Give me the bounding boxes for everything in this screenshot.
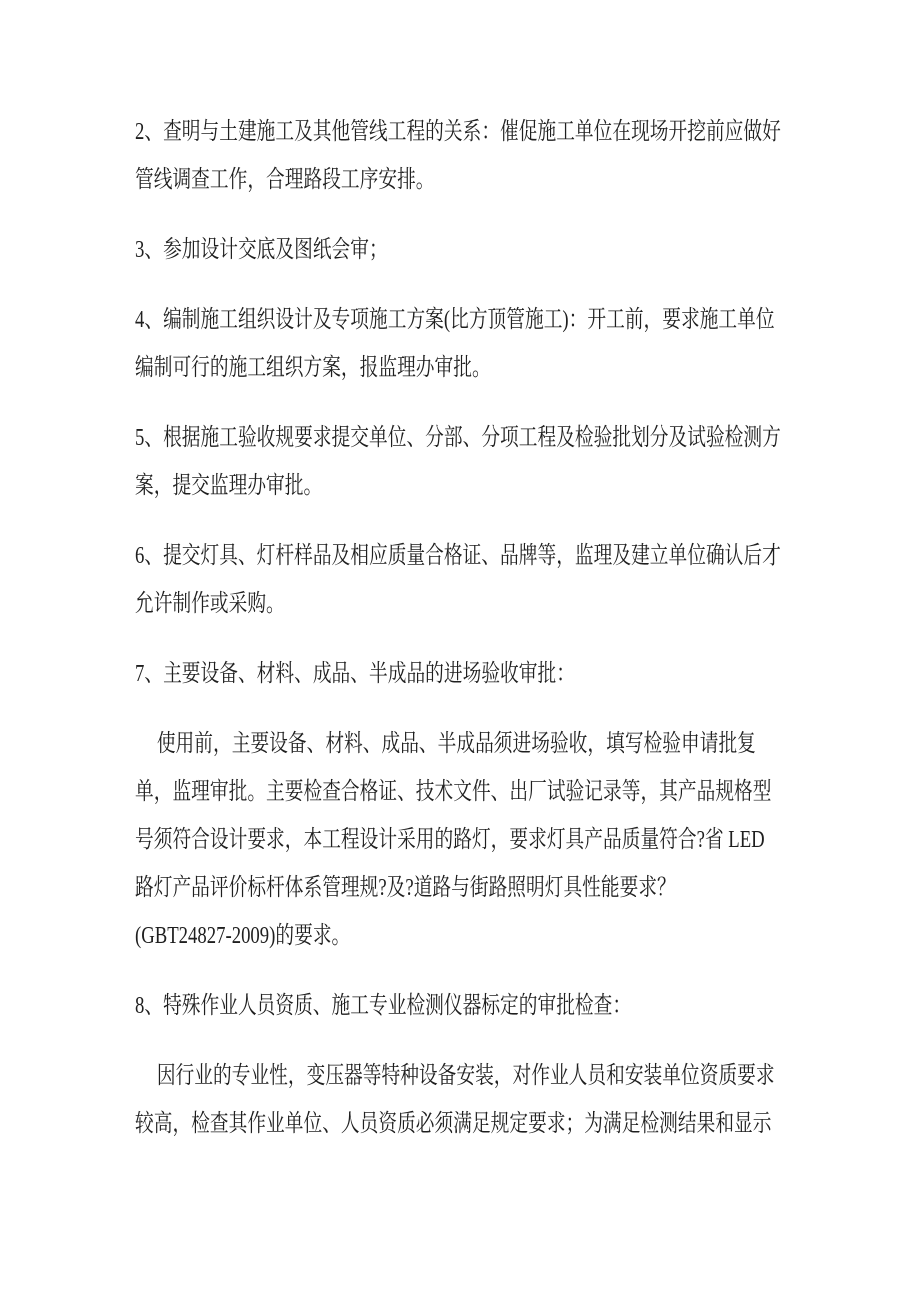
- paragraph-line: 2、查明与土建施工及其他管线工程的关系：催促施工单位在现场开挖前应做好: [135, 119, 781, 145]
- paragraph-line: 7、主要设备、材料、成品、半成品的进场验收审批：: [135, 661, 575, 687]
- paragraph-5: [135, 414, 807, 510]
- paragraph-line: (GBT24827-2009)的要求。: [135, 923, 351, 949]
- paragraph-line: 路灯产品评价标杆体系管理规?及?道路与街路照明灯具性能要求？: [135, 875, 676, 901]
- paragraph-line: 使用前，主要设备、材料、成品、半成品须进场验收，填写检验申请批复: [156, 731, 756, 757]
- paragraph-line: 5、根据施工验收规要求提交单位、分部、分项工程及检验批划分及试验检测方: [135, 425, 781, 451]
- paragraph-7-body: [135, 720, 807, 960]
- paragraph-2: [135, 108, 807, 204]
- paragraph-3: [135, 226, 807, 274]
- paragraph-line: 允许制作或采购。: [135, 591, 285, 617]
- paragraph-line: 管线调查工作，合理路段工序安排。: [135, 167, 435, 193]
- paragraph-line: 号须符合设计要求，本工程设计采用的路灯，要求灯具产品质量符合?省 LED: [135, 827, 765, 853]
- paragraph-line: 8、特殊作业人员资质、施工专业检测仪器标定的审批检查：: [135, 993, 632, 1019]
- paragraph-line: 6、提交灯具、灯杆样品及相应质量合格证、品牌等，监理及建立单位确认后才: [135, 543, 781, 569]
- document-content: [135, 108, 807, 1170]
- paragraph-line: 较高，检查其作业单位、人员资质必须满足规定要求；为满足检测结果和显示: [135, 1111, 772, 1137]
- paragraph-8-body: [135, 1052, 807, 1148]
- paragraph-line: 因行业的专业性，变压器等特种设备安装，对作业人员和安装单位资质要求: [156, 1063, 775, 1089]
- paragraph-line: 4、编制施工组织设计及专项施工方案(比方顶管施工)：开工前，要求施工单位: [135, 307, 775, 333]
- paragraph-7-heading: [135, 650, 807, 698]
- paragraph-line: 编制可行的施工组织方案，报监理办审批。: [135, 355, 491, 381]
- paragraph-line: 单，监理审批。主要检查合格证、技术文件、出厂试验记录等，其产品规格型: [135, 779, 772, 805]
- paragraph-line: 案，提交监理办审批。: [135, 473, 323, 499]
- paragraph-6: [135, 532, 807, 628]
- paragraph-line: 3、参加设计交底及图纸会审；: [135, 237, 388, 263]
- paragraph-4: [135, 296, 807, 392]
- paragraph-8-heading: [135, 982, 807, 1030]
